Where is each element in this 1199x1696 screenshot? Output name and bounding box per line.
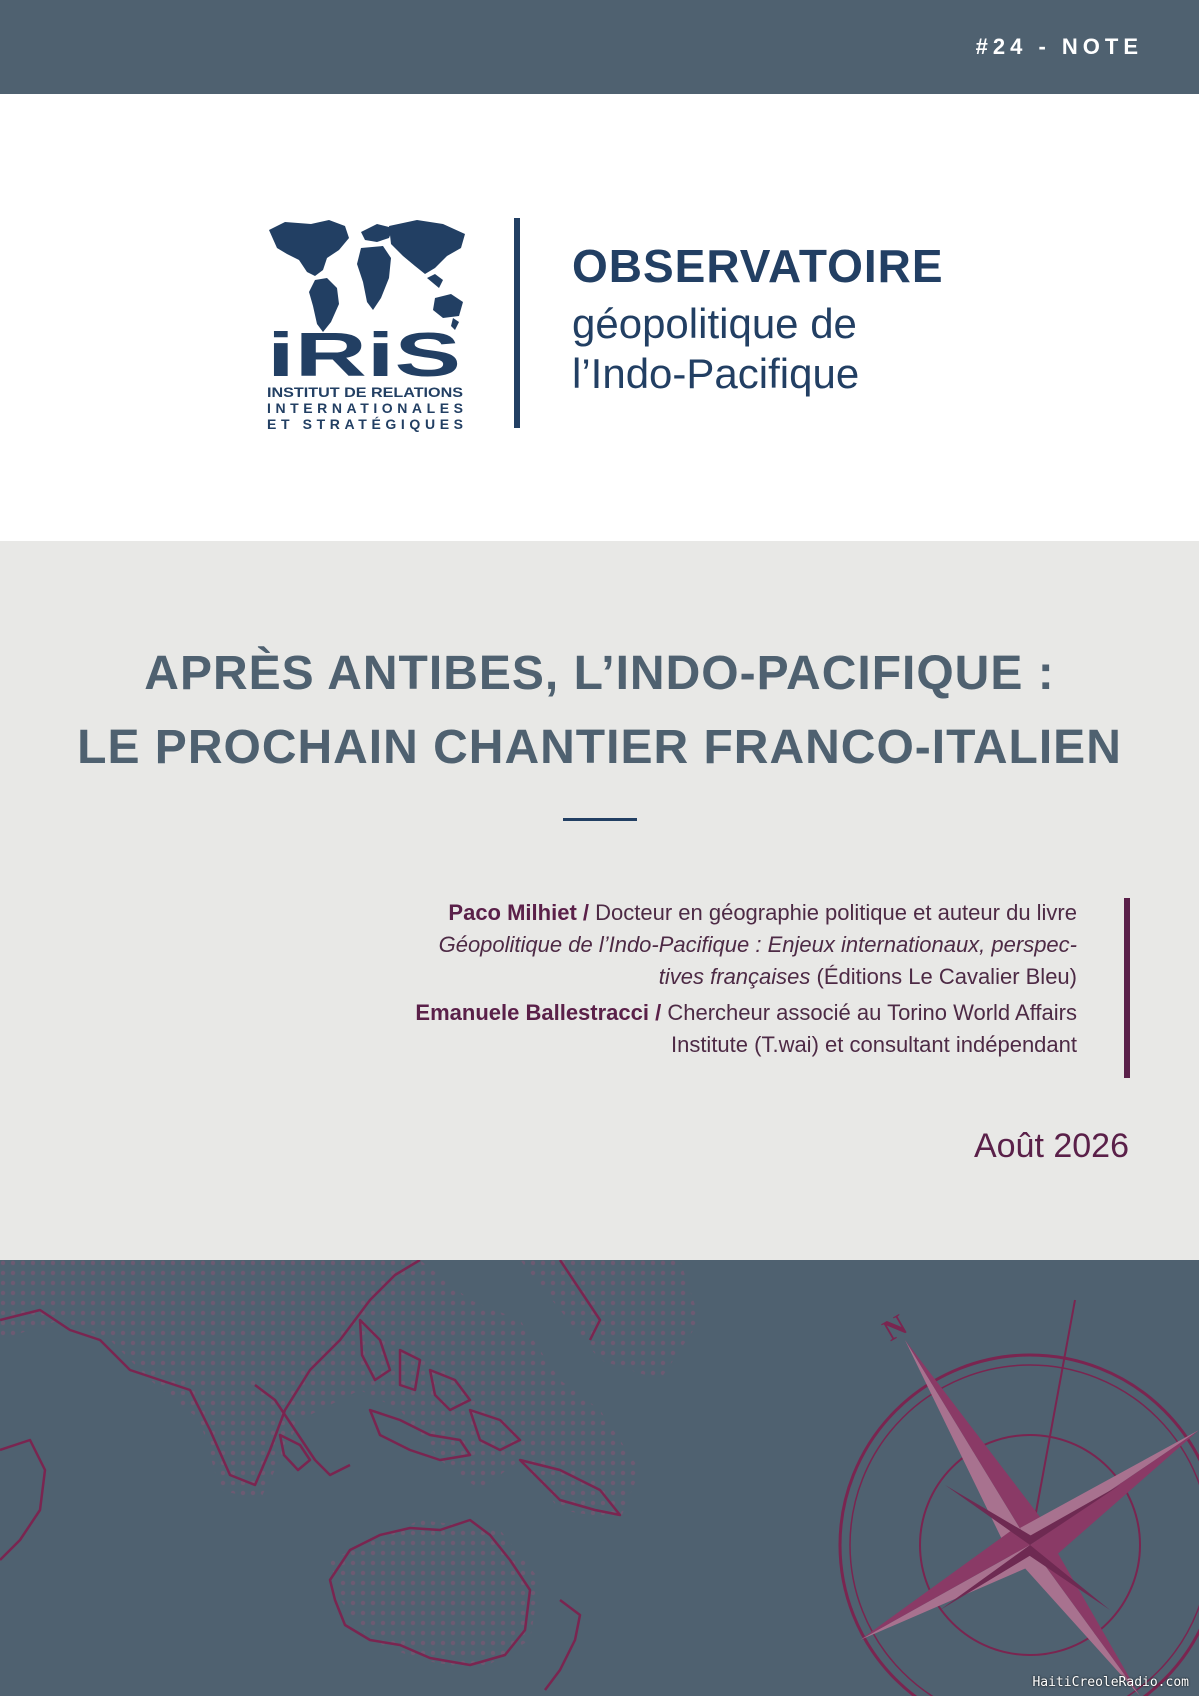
main-title-line-1: APRÈS ANTIBES, L’INDO-PACIFIQUE : <box>144 647 1055 700</box>
author-1-name: Paco Milhiet / <box>448 900 589 925</box>
iris-logo <box>265 218 469 433</box>
main-title-line-2: LE PROCHAIN CHANTIER FRANCO-ITALIEN <box>77 721 1122 774</box>
observatory-title: OBSERVATOIRE <box>572 240 944 292</box>
author-1-book-title-cont: tives françaises <box>658 964 811 989</box>
author-2-name: Emanuele Ballestracci / <box>415 1000 662 1025</box>
observatory-subtitle-line-2: l’Indo-Pacifique <box>572 350 860 397</box>
compass-north-label: N <box>877 1308 913 1348</box>
author-2-bio: Chercheur associé au Torino World Affairs <box>667 1000 1077 1025</box>
iris-wordmark: iRiS <box>267 321 461 390</box>
map-illustration-section <box>0 1260 1199 1696</box>
watermark-text: HaitiCreoleRadio.com <box>1032 1675 1189 1690</box>
publication-date: Août 2026 <box>973 1127 1129 1165</box>
world-map-icon <box>269 220 465 332</box>
author-2-bio-cont: Institute (T.wai) et consultant indépendant <box>670 1032 1077 1057</box>
compass-rose-icon <box>840 1300 1199 1696</box>
title-underline <box>563 818 637 821</box>
author-1-publisher: (Éditions Le Cavalier Bleu) <box>816 964 1077 989</box>
observatory-subtitle-line-1: géopolitique de <box>572 300 857 347</box>
author-1-book-title: Géopolitique de l’Indo-Pacifique : Enjeux internationaux, perspec- <box>438 932 1077 957</box>
note-number-tag: #24 - NOTE <box>975 34 1143 59</box>
logo-divider <box>514 218 520 428</box>
author-2 <box>357 997 1077 1061</box>
iris-name-line-3: ET STRATÉGIQUES <box>267 416 463 432</box>
author-1-bio: Docteur en géographie politique et auteur du livre <box>595 900 1077 925</box>
authors-accent-bar <box>1124 898 1130 1078</box>
iris-name-line-2: INTERNATIONALES <box>267 400 463 416</box>
top-header-bar <box>0 0 1199 94</box>
iris-name-line-1: INSTITUT DE RELATIONS <box>267 384 463 400</box>
indo-pacific-map-illustration <box>0 1260 1199 1696</box>
author-1 <box>357 897 1077 993</box>
authors-block <box>357 897 1077 1061</box>
